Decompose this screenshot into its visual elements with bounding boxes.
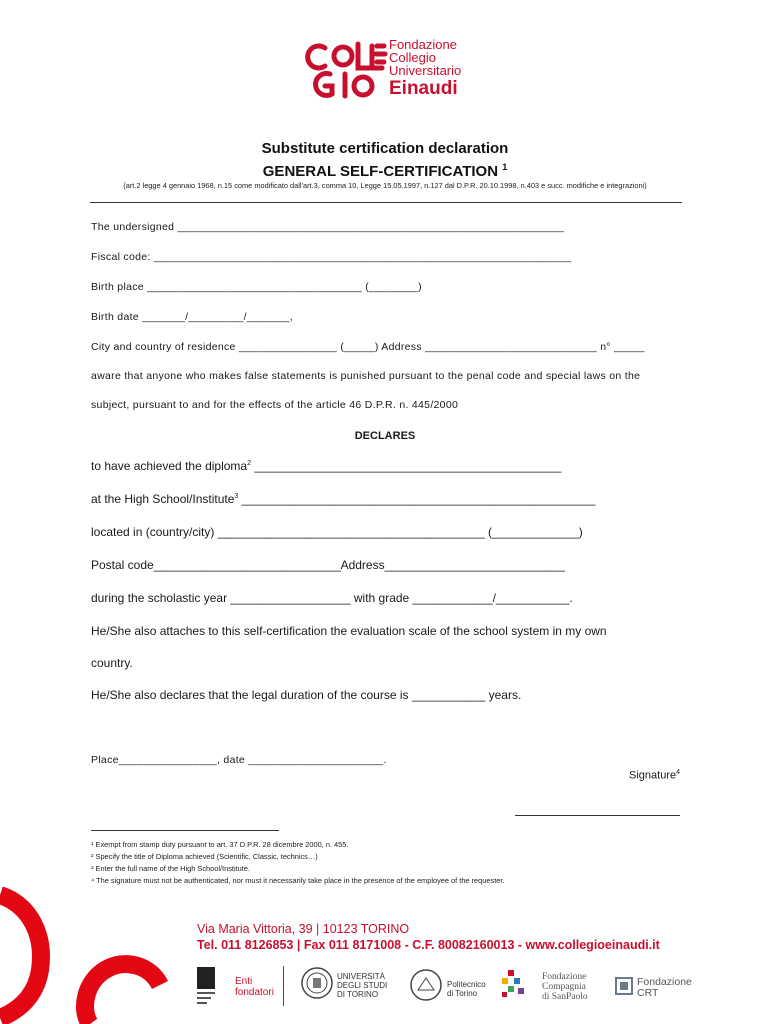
signature-footnote-ref: 4 [676,769,680,776]
attachment-text-2: country. [91,656,133,670]
logo-line-3: Universitario [389,63,462,78]
document-title: Substitute certification declaration [261,140,509,157]
footer-address: Via Maria Vittoria, 39 | 10123 TORINO [197,922,410,936]
unito-seal-icon [300,966,334,1000]
decorative-red-shapes [0,880,170,1024]
crt-line-2: CRT [637,987,659,999]
logo-line-2: Collegio [389,50,436,65]
subtitle-footnote-ref: 1 [502,162,508,172]
school-blank[interactable]: _____________________________________________________ [238,492,596,506]
polito-logo-text [447,980,486,998]
unito-line-3: DI TORINO [337,990,379,999]
footnote-4: ⁴ The signature must not be authenticated, nor must it necessarily take place in the presence of the employee of the requester. [91,876,505,885]
csp-line-3: di SanPaolo [542,992,588,1002]
school-label: at the High School/Institute [91,492,235,506]
document-subtitle [0,162,770,180]
birth-place-field[interactable]: Birth place ___________________________________ (________) [91,281,422,293]
csp-pixel-icon [500,968,526,1000]
polito-line-1: Politecnico [447,980,486,989]
footnote-divider [91,830,279,831]
founding-bodies-label [235,976,274,998]
signature-label [629,769,680,782]
law-reference: (art.2 legge 4 gennaio 1968, n.15 come modificato dall'art.3, comma 10, Legge 15.05.1997, n.127 dal D.P.R. 20.10.1998, n.403 e succ. modifiche e integrazioni) [123,181,647,190]
footnote-1: ¹ Exempt from stamp duty pursuant to art. 37 D.P.R. 28 dicembre 2000, n. 455. [91,840,349,849]
enti-line-2: fondatori [235,987,274,998]
postal-address-field[interactable]: Postal code____________________________Address___________________________ [91,558,565,572]
scholastic-year-field[interactable]: during the scholastic year __________________ with grade ____________/___________. [91,591,573,605]
polito-seal-icon [408,968,444,1002]
awareness-text-2: subject, pursuant to and for the effects of the article 46 D.P.R. n. 445/2000 [91,399,459,411]
enti-line-1: Enti [235,976,253,987]
declares-heading: DECLARES [354,430,416,442]
sponsor-emblem-icon [195,965,217,1009]
duration-field[interactable]: He/She also declares that the legal duration of the course is ___________ years. [91,688,522,702]
unito-line-2: DEGLI STUDI [337,981,388,990]
header-divider [90,202,682,203]
residence-field[interactable]: City and country of residence ________________ (_____) Address ____________________________ n° _____ [91,341,645,353]
subtitle-text: GENERAL SELF-CERTIFICATION [262,163,499,180]
school-field[interactable] [91,492,595,506]
crt-icon [614,976,634,996]
logo-wordmark [389,38,461,101]
signature-line[interactable] [515,815,680,816]
signature-text: Signature [629,769,677,782]
unito-line-1: UNIVERSITÀ [337,972,386,981]
footnote-2: ² Specify the title of Diploma achieved (Scientific, Classic, technics…) [91,852,318,861]
school-footnote-ref: 3 [234,493,239,500]
polito-line-2: di Torino [447,989,478,998]
awareness-text-1: aware that anyone who makes false statements is punished pursuant to the penal code and special laws on the [91,370,641,382]
logo-line-1: Fondazione [389,37,457,52]
diploma-blank[interactable]: ______________________________________________ [251,459,562,473]
diploma-footnote-ref: 2 [247,460,252,467]
location-field[interactable]: located in (country/city) ________________________________________ (_____________) [91,525,583,539]
place-date-field[interactable]: Place________________, date ______________________. [91,754,387,766]
diploma-label: to have achieved the diploma [91,459,248,473]
csp-line-1: Fondazione [542,972,587,982]
footnote-3: ³ Enter the full name of the High School/Institute. [91,864,250,873]
birth-date-field[interactable]: Birth date _______/_________/_______, [91,311,294,323]
crt-line-1: Fondazione [637,976,692,988]
undersigned-field[interactable]: The undersigned _______________________________________________________________ [91,221,565,233]
unito-logo-text [337,972,387,999]
attachment-text-1: He/She also attaches to this self-certification the evaluation scale of the school system in my own [91,624,607,638]
footer-contacts[interactable]: Tel. 011 8126853 | Fax 011 8171008 - C.F. 80082160013 - www.collegioeinaudi.it [197,938,660,952]
logo-line-4: Einaudi [389,78,458,99]
fiscal-code-field[interactable]: Fiscal code: ____________________________________________________________________ [91,251,572,263]
diploma-field[interactable] [91,459,561,473]
enti-divider [283,966,284,1006]
csp-line-2: Compagnia [542,982,586,992]
csp-logo-text [542,972,588,1002]
crt-logo-text [637,977,692,999]
